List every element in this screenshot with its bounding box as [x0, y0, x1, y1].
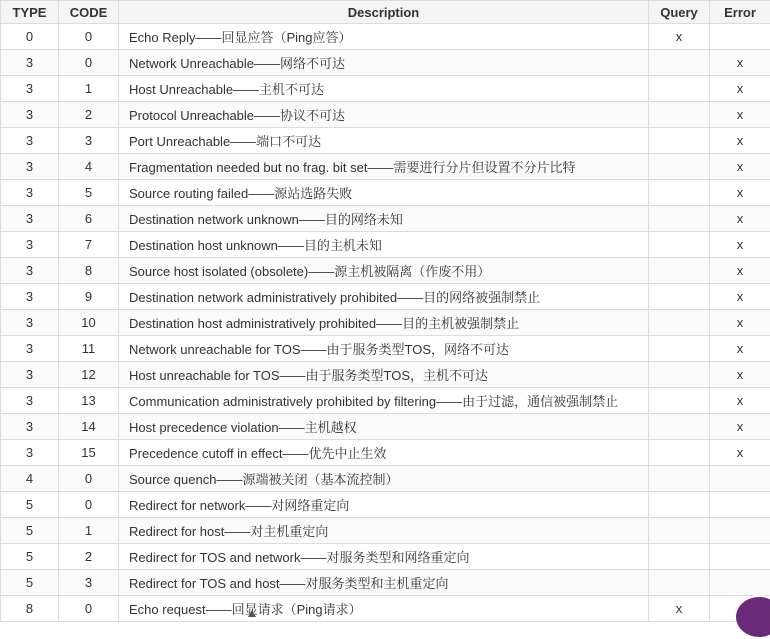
cell-type: 5	[1, 544, 59, 570]
cell-code: 0	[59, 492, 119, 518]
cell-description: Destination host administratively prohibited——目的主机被强制禁止	[119, 310, 649, 336]
table-row	[1, 492, 770, 518]
cell-type: 8	[1, 596, 59, 622]
cell-type: 3	[1, 388, 59, 414]
cell-error-mark	[710, 544, 770, 570]
cell-code: 0	[59, 50, 119, 76]
table-row	[1, 206, 770, 232]
cell-code: 4	[59, 154, 119, 180]
cell-error-mark: x	[710, 76, 770, 102]
avatar	[734, 595, 770, 639]
cell-type: 5	[1, 518, 59, 544]
table-body	[1, 24, 770, 622]
cell-type: 3	[1, 206, 59, 232]
table-row	[1, 310, 770, 336]
cell-type: 3	[1, 414, 59, 440]
header-description: Description	[119, 1, 649, 24]
table-row	[1, 284, 770, 310]
cell-query-mark	[649, 518, 710, 544]
cell-code: 0	[59, 466, 119, 492]
cell-query-mark	[649, 258, 710, 284]
cell-description: Destination host unknown——目的主机未知	[119, 232, 649, 258]
cell-query-mark	[649, 570, 710, 596]
table-row	[1, 154, 770, 180]
cell-code: 2	[59, 544, 119, 570]
cell-description: Network Unreachable——网络不可达	[119, 50, 649, 76]
cell-query-mark	[649, 414, 710, 440]
cell-description: Network unreachable for TOS——由于服务类型TOS，网络不可达	[119, 336, 649, 362]
table-header-row	[1, 1, 770, 24]
cell-description: Redirect for TOS and host——对服务类型和主机重定向	[119, 570, 649, 596]
cell-description: Precedence cutoff in effect——优先中止生效	[119, 440, 649, 466]
cell-code: 8	[59, 258, 119, 284]
cell-query-mark	[649, 206, 710, 232]
cell-type: 3	[1, 310, 59, 336]
cell-query-mark: x	[649, 24, 710, 50]
cell-description: Source host isolated (obsolete)——源主机被隔离（作废不用）	[119, 258, 649, 284]
cell-code: 9	[59, 284, 119, 310]
cell-query-mark	[649, 388, 710, 414]
cell-query-mark	[649, 336, 710, 362]
cell-error-mark: x	[710, 440, 770, 466]
cell-query-mark	[649, 362, 710, 388]
cell-query-mark	[649, 128, 710, 154]
cell-code: 11	[59, 336, 119, 362]
cell-description: Destination network administratively prohibited——目的网络被强制禁止	[119, 284, 649, 310]
cell-code: 6	[59, 206, 119, 232]
cell-description: Source routing failed——源站选路失败	[119, 180, 649, 206]
cell-query-mark	[649, 180, 710, 206]
cell-code: 5	[59, 180, 119, 206]
cell-type: 3	[1, 180, 59, 206]
table-row	[1, 544, 770, 570]
table-row	[1, 596, 770, 622]
cell-description: Host Unreachable——主机不可达	[119, 76, 649, 102]
cell-error-mark	[710, 492, 770, 518]
cell-description: Destination network unknown——目的网络未知	[119, 206, 649, 232]
header-error: Error	[710, 1, 770, 24]
cell-description: Source quench——源端被关闭（基本流控制）	[119, 466, 649, 492]
cell-query-mark	[649, 50, 710, 76]
cell-type: 3	[1, 362, 59, 388]
cell-query-mark	[649, 466, 710, 492]
table-row	[1, 414, 770, 440]
cell-error-mark: x	[710, 232, 770, 258]
table-row	[1, 128, 770, 154]
header-type: TYPE	[1, 1, 59, 24]
cell-type: 3	[1, 284, 59, 310]
cell-description: Fragmentation needed but no frag. bit set——需要进行分片但设置不分片比特	[119, 154, 649, 180]
cell-query-mark	[649, 102, 710, 128]
cell-description: Port Unreachable——端口不可达	[119, 128, 649, 154]
table-row	[1, 336, 770, 362]
cell-description: Host precedence violation——主机越权	[119, 414, 649, 440]
cell-error-mark: x	[710, 388, 770, 414]
cell-query-mark	[649, 492, 710, 518]
cell-query-mark	[649, 544, 710, 570]
table-row	[1, 232, 770, 258]
cell-code: 12	[59, 362, 119, 388]
cell-error-mark	[710, 518, 770, 544]
cell-error-mark: x	[710, 284, 770, 310]
cell-query-mark	[649, 440, 710, 466]
cell-description: Host unreachable for TOS——由于服务类型TOS，主机不可达	[119, 362, 649, 388]
cell-type: 3	[1, 102, 59, 128]
cell-error-mark: x	[710, 362, 770, 388]
cell-code: 0	[59, 24, 119, 50]
cell-error-mark: x	[710, 336, 770, 362]
cell-type: 4	[1, 466, 59, 492]
cell-type: 5	[1, 570, 59, 596]
table-row	[1, 258, 770, 284]
header-code: CODE	[59, 1, 119, 24]
cell-query-mark	[649, 154, 710, 180]
cell-code: 15	[59, 440, 119, 466]
cell-query-mark	[649, 310, 710, 336]
table-row	[1, 388, 770, 414]
cell-type: 3	[1, 440, 59, 466]
table-row	[1, 518, 770, 544]
cell-error-mark: x	[710, 128, 770, 154]
cell-error-mark: x	[710, 102, 770, 128]
cell-code: 13	[59, 388, 119, 414]
cell-code: 3	[59, 570, 119, 596]
cell-description: Communication administratively prohibited by filtering——由于过滤，通信被强制禁止	[119, 388, 649, 414]
cell-error-mark	[710, 570, 770, 596]
table-row	[1, 362, 770, 388]
cell-description: Echo request——回显请求（Ping请求）	[119, 596, 649, 622]
cell-type: 3	[1, 128, 59, 154]
cell-error-mark: x	[710, 414, 770, 440]
table-row	[1, 180, 770, 206]
cell-code: 7	[59, 232, 119, 258]
cell-type: 3	[1, 336, 59, 362]
cell-error-mark: x	[710, 50, 770, 76]
cell-query-mark: x	[649, 596, 710, 622]
cell-description: Echo Reply——回显应答（Ping应答）	[119, 24, 649, 50]
header-query: Query	[649, 1, 710, 24]
cell-description: Redirect for host——对主机重定向	[119, 518, 649, 544]
cell-error-mark: x	[710, 154, 770, 180]
cell-query-mark	[649, 284, 710, 310]
cell-type: 3	[1, 50, 59, 76]
cell-code: 0	[59, 596, 119, 622]
cell-error-mark: x	[710, 206, 770, 232]
cell-type: 0	[1, 24, 59, 50]
cell-query-mark	[649, 76, 710, 102]
cell-code: 1	[59, 518, 119, 544]
mouse-cursor-icon	[248, 610, 256, 617]
cell-type: 3	[1, 258, 59, 284]
cell-code: 10	[59, 310, 119, 336]
cell-error-mark	[710, 466, 770, 492]
cell-code: 14	[59, 414, 119, 440]
table-row	[1, 466, 770, 492]
table-row	[1, 24, 770, 50]
cell-type: 3	[1, 76, 59, 102]
cell-code: 1	[59, 76, 119, 102]
table-row	[1, 76, 770, 102]
cell-description: Redirect for TOS and network——对服务类型和网络重定向	[119, 544, 649, 570]
cell-error-mark: x	[710, 310, 770, 336]
cell-type: 3	[1, 232, 59, 258]
cell-error-mark: x	[710, 258, 770, 284]
cell-type: 5	[1, 492, 59, 518]
table-row	[1, 50, 770, 76]
cell-query-mark	[649, 232, 710, 258]
cell-description: Redirect for network——对网络重定向	[119, 492, 649, 518]
cell-error-mark	[710, 24, 770, 50]
cell-type: 3	[1, 154, 59, 180]
table-row	[1, 102, 770, 128]
table-row	[1, 440, 770, 466]
cell-error-mark: x	[710, 180, 770, 206]
cell-code: 3	[59, 128, 119, 154]
cell-code: 2	[59, 102, 119, 128]
table-row	[1, 570, 770, 596]
cell-description: Protocol Unreachable——协议不可达	[119, 102, 649, 128]
